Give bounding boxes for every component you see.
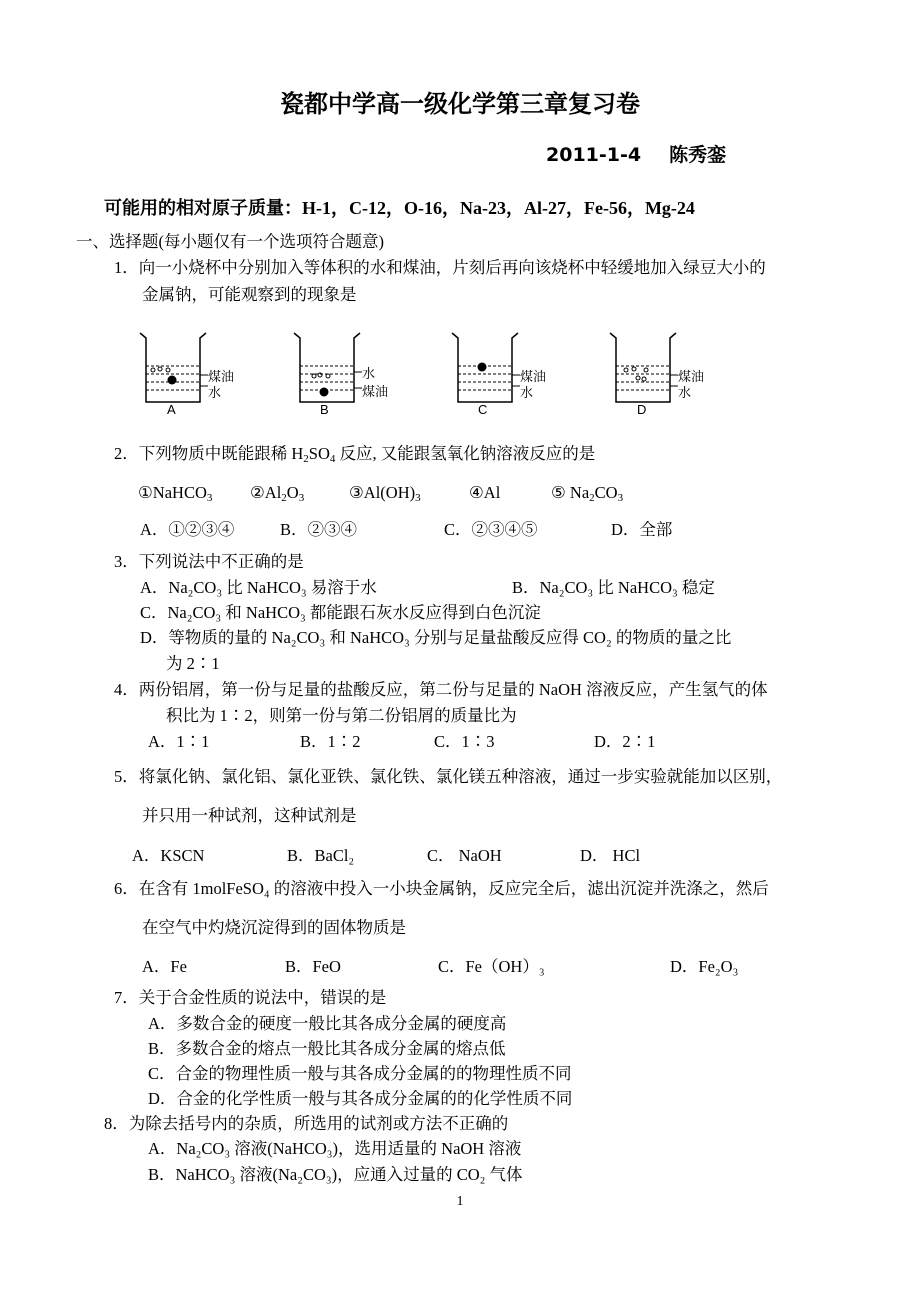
q2-item-1-sub: 3 <box>206 492 213 504</box>
q2-option-b: B．②③④ <box>280 520 358 539</box>
q7-option-b: B．多数合金的熔点一般比其各成分金属的熔点低 <box>148 1039 506 1058</box>
q2-item-4: ④Al <box>469 483 501 502</box>
q8-stem: 8．为除去括号内的杂质，所选用的试剂或方法不正确的 <box>104 1114 509 1133</box>
q4-option-a: A．1∶1 <box>148 732 210 751</box>
q4-line1: 4．两份铝屑，第一份与足量的盐酸反应，第二份与足量的 NaOH 溶液反应，产生氢气的体 <box>114 680 768 699</box>
beaker-b-bottom-label: 煤油 <box>362 384 389 399</box>
date: 2011-1-4 <box>546 144 642 166</box>
beaker-b-figure <box>292 330 412 420</box>
beaker-a-figure <box>138 330 258 420</box>
beaker-b-letter: B <box>320 402 329 417</box>
q2-option-c: C．②③④⑤ <box>444 520 538 539</box>
q2-item-5-sub1: 2 <box>589 492 595 504</box>
beaker-d-drawing <box>608 330 728 420</box>
date-author-line <box>546 140 726 167</box>
q4-line2: 积比为 1∶2，则第一份与第二份铝屑的质量比为 <box>166 706 517 725</box>
beaker-c-top-label: 煤油 <box>520 369 547 384</box>
q2-item-1-text: ①NaHCO <box>138 483 207 502</box>
q1-line2: 金属钠，可能观察到的现象是 <box>142 285 357 304</box>
q7-option-d: D．合金的化学性质一般与其各成分金属的的化学性质不同 <box>148 1089 573 1108</box>
beaker-a-letter: A <box>167 402 176 417</box>
author: 陈秀銮 <box>669 144 727 166</box>
q5-line2: 并只用一种试剂，这种试剂是 <box>142 806 357 825</box>
q4-option-d: D．2∶1 <box>594 732 656 751</box>
q2-item-5-text2: CO <box>594 483 618 502</box>
q2-stem-part2: SO <box>308 444 330 463</box>
q2-option-a: A．①②③④ <box>140 520 235 539</box>
q3-option-d-line2: 为 2∶1 <box>166 654 220 673</box>
q7-stem: 7．关于合金性质的说法中，错误的是 <box>114 988 387 1007</box>
q2-item-5 <box>551 483 623 503</box>
q2-option-d: D．全部 <box>611 520 673 539</box>
q2-item-2-sub2: 3 <box>298 492 305 504</box>
q3-option-b: B．Na₂CO₃ 比 NaHCO₃ 稳定 <box>512 578 715 597</box>
beaker-c-drawing <box>450 330 570 420</box>
beaker-c-bottom-label: 水 <box>520 385 534 400</box>
q3-option-a: A．Na₂CO₃ 比 NaHCO₃ 易溶于水 <box>140 578 377 597</box>
q2-item-5-text: ⑤ Na <box>551 483 590 502</box>
beaker-a-bottom-label: 水 <box>208 385 222 400</box>
q2-stem-part3: 反应, 又能跟氢氧化钠溶液反应的是 <box>335 444 596 463</box>
q1-line1: 1．向一小烧杯中分别加入等体积的水和煤油，片刻后再向该烧杯中轻缓地加入绿豆大小的 <box>114 258 766 277</box>
q3-option-d-line1: D．等物质的量的 Na₂CO₃ 和 NaHCO₃ 分别与足量盐酸反应得 CO₂ 的物质的量之比 <box>140 628 732 647</box>
q4-option-c: C．1∶3 <box>434 732 495 751</box>
q8-option-a: A．Na₂CO₃ 溶液(NaHCO₃)，选用适量的 NaOH 溶液 <box>148 1139 522 1158</box>
q5-option-b: B．BaCl₂ <box>287 846 355 865</box>
beaker-d-bottom-label: 水 <box>678 385 692 400</box>
q6-option-a: A．Fe <box>142 957 187 976</box>
q6-line2: 在空气中灼烧沉淀得到的固体物质是 <box>142 918 406 937</box>
q5-option-d: D． HCl <box>580 846 641 865</box>
q2-item-2-text2: O <box>286 483 299 502</box>
q2-item-5-sub2: 3 <box>617 492 624 504</box>
q2-item-2-text: ②Al <box>250 483 282 502</box>
q2-item-2-sub1: 2 <box>281 492 287 504</box>
q7-option-a: A．多数合金的硬度一般比其各成分金属的硬度高 <box>148 1014 507 1033</box>
beaker-b-drawing <box>292 330 412 420</box>
q2-item-3-sub: 3 <box>415 492 421 504</box>
q7-option-c: C．合金的物理性质一般与其各成分金属的的物理性质不同 <box>148 1064 572 1083</box>
beaker-a-drawing <box>138 330 258 420</box>
q8-option-b: B．NaHCO₃ 溶液(Na₂CO₃)，应通入过量的 CO₂ 气体 <box>148 1165 523 1184</box>
beaker-d-figure <box>608 330 728 420</box>
q2-stem-part1: 2．下列物质中既能跟稀 H <box>114 444 304 463</box>
q5-option-c: C． NaOH <box>427 846 502 865</box>
q3-option-c: C．Na₂CO₃ 和 NaHCO₃ 都能跟石灰水反应得到白色沉淀 <box>140 603 541 622</box>
q3-stem: 3．下列说法中不正确的是 <box>114 552 304 571</box>
beaker-a-top-label: 煤油 <box>208 369 235 384</box>
q2-item-1 <box>138 483 212 503</box>
q5-line1: 5．将氯化钠、氯化铝、氯化亚铁、氯化铁、氯化镁五种溶液，通过一步实验就能加以区别， <box>114 767 783 786</box>
q6-line1: 6．在含有 1molFeSO₄ 的溶液中投入一小块金属钠，反应完全后，滤出沉淀并洗涤之，然后 <box>114 879 769 898</box>
section-heading: 一、选择题(每小题仅有一个选项符合题意) <box>76 232 384 251</box>
q6-option-d: D．Fe₂O₃ <box>670 957 739 976</box>
beaker-c-figure <box>450 330 570 420</box>
q2-stem-sub1: 2 <box>303 453 309 465</box>
q6-option-c: C．Fe（OH）₃ <box>438 957 545 976</box>
page-title: 瓷都中学高一级化学第三章复习卷 <box>280 90 640 118</box>
q2-item-2 <box>250 483 304 503</box>
q2-item-3 <box>349 483 421 503</box>
q4-option-b: B．1∶2 <box>300 732 361 751</box>
beaker-d-top-label: 煤油 <box>678 369 705 384</box>
beaker-c-letter: C <box>478 402 488 417</box>
q6-option-b: B．FeO <box>285 957 341 976</box>
q5-option-a: A．KSCN <box>132 846 205 865</box>
beaker-b-top-label: 水 <box>362 366 376 381</box>
atomic-masses: 可能用的相对原子质量：H-1，C-12，O-16，Na-23，Al-27，Fe-56，Mg-24 <box>104 198 695 218</box>
page-number: 1 <box>456 1194 464 1209</box>
q2-item-3-text: ③Al(OH) <box>349 483 416 502</box>
q2-stem <box>114 444 595 464</box>
q2-stem-sub2: 4 <box>329 453 336 465</box>
beaker-d-letter: D <box>637 402 647 417</box>
